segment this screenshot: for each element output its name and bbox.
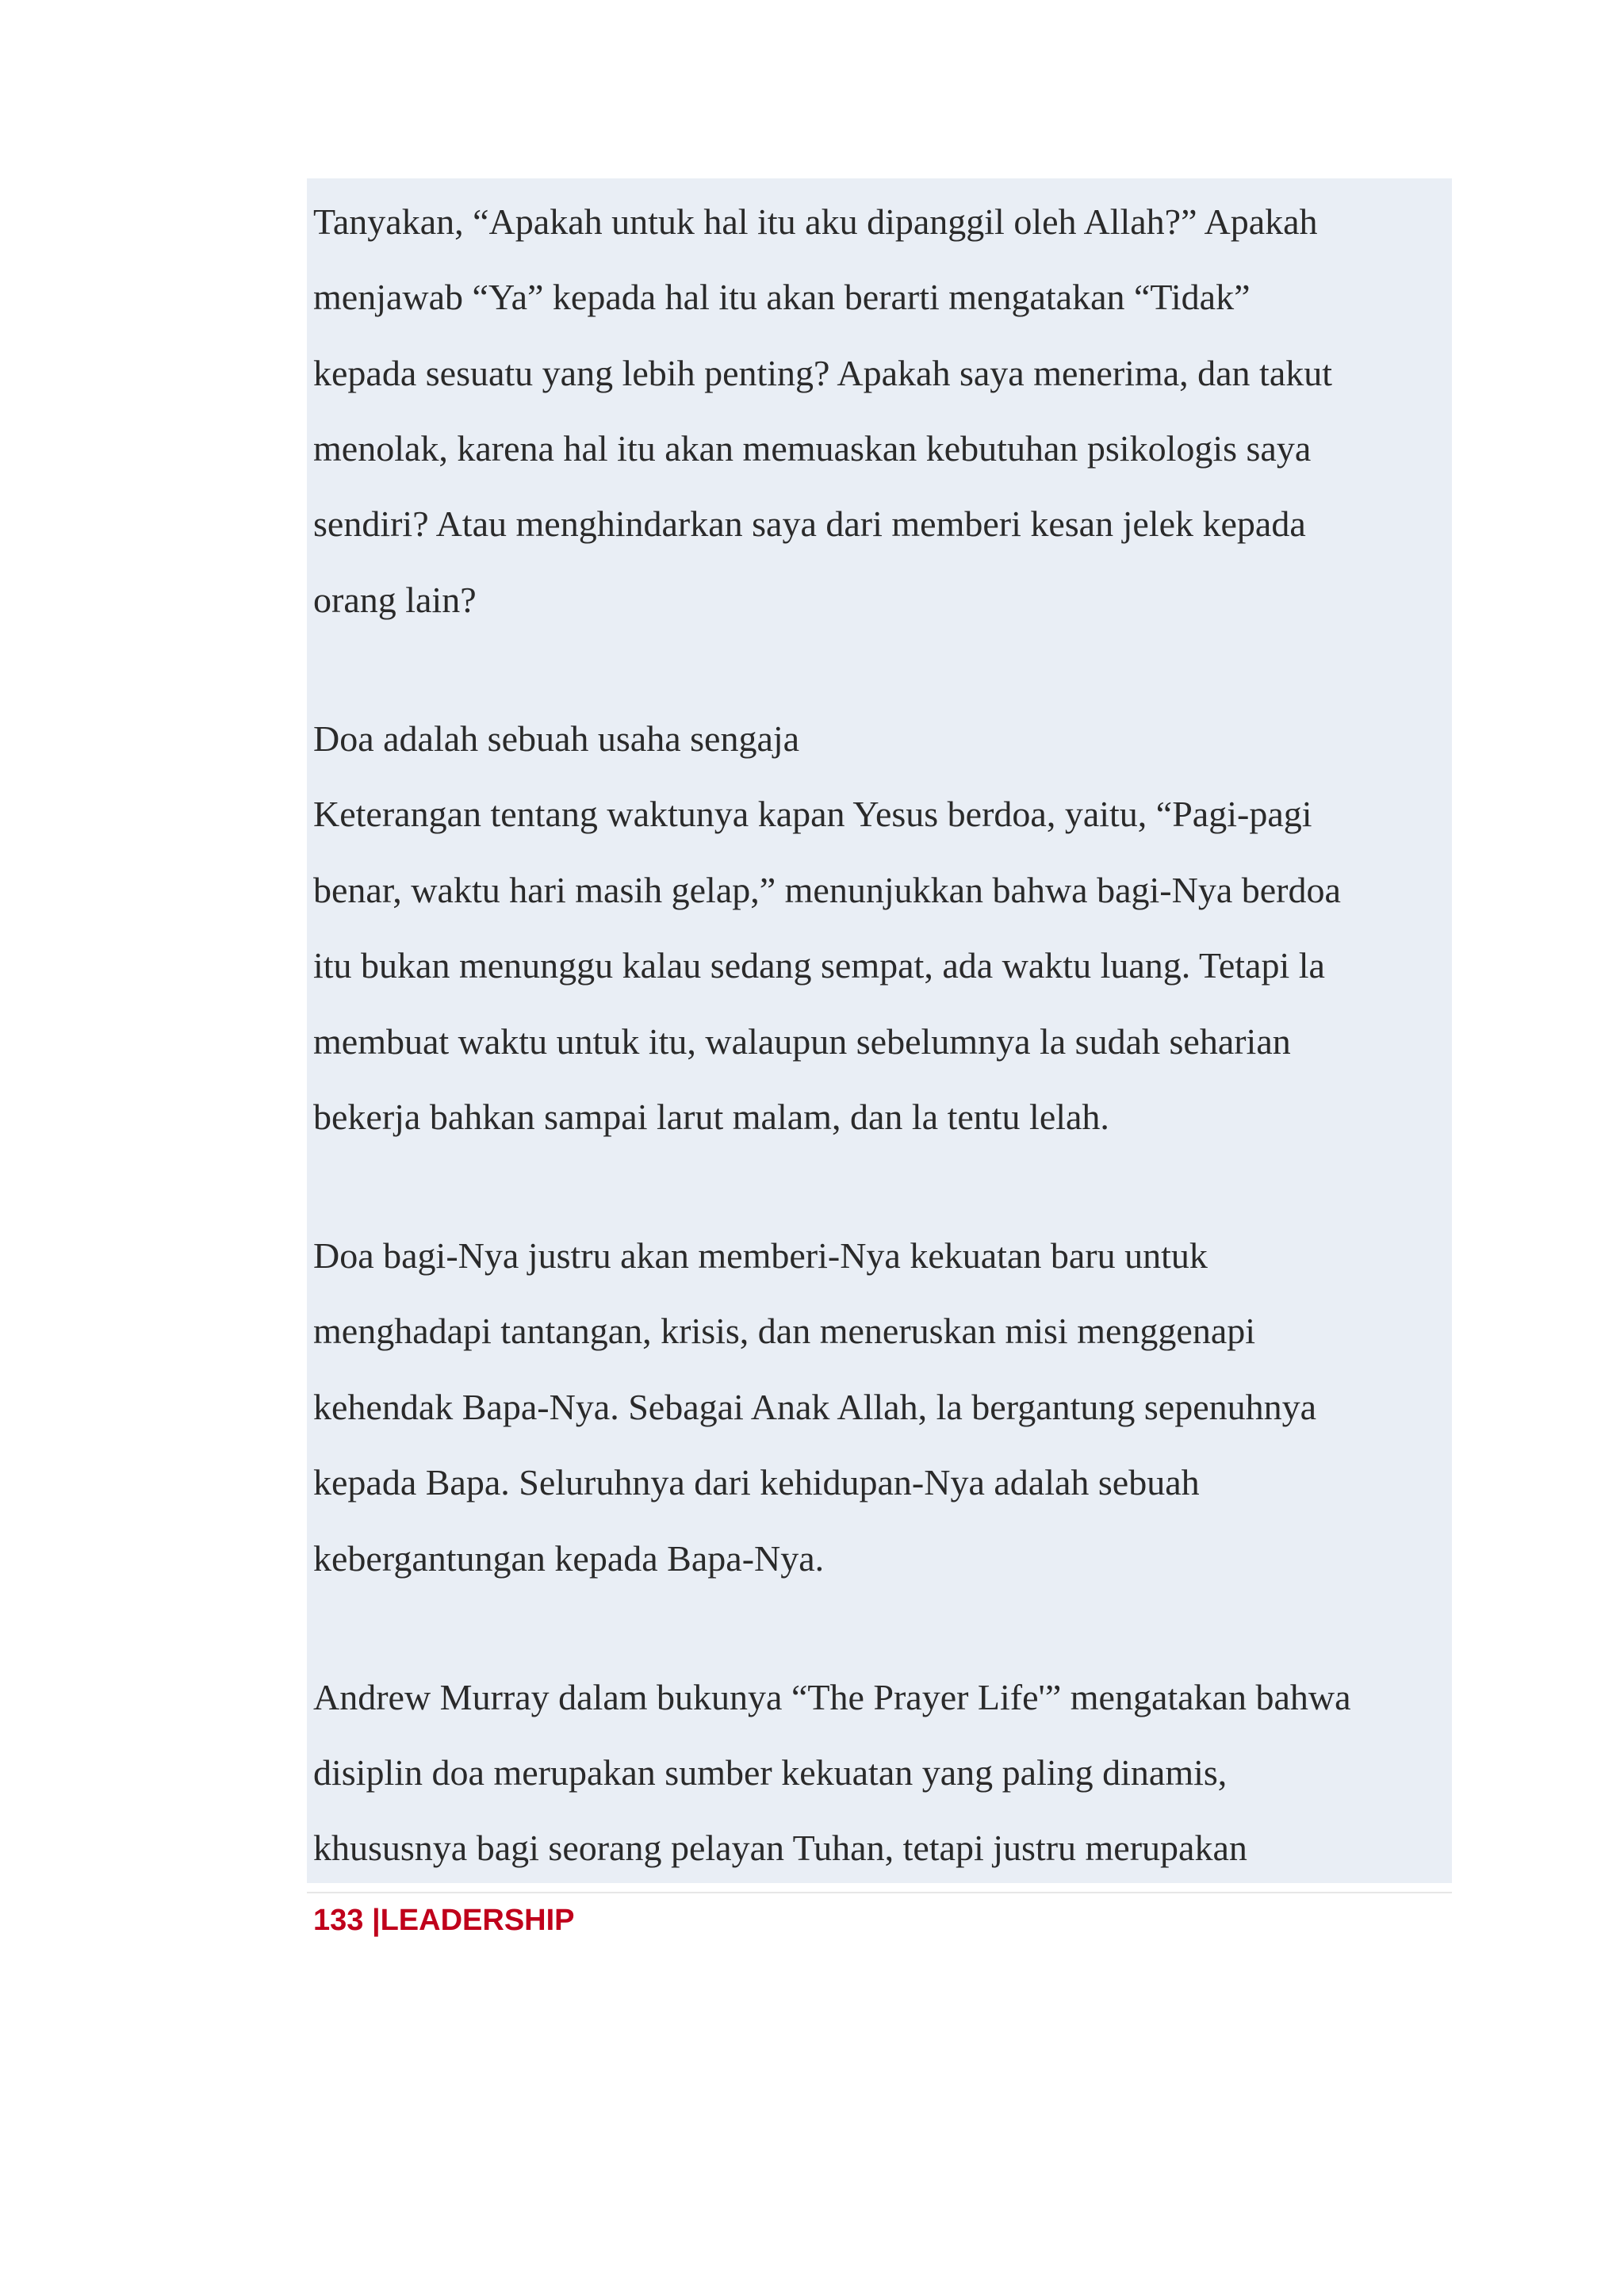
text-line: kepada sesuatu yang lebih penting? Apakah saya menerima, dan takut <box>313 353 1333 393</box>
footer-divider <box>307 1892 1452 1893</box>
text-line: bekerja bahkan sampai larut malam, dan la tentu lelah. <box>313 1097 1109 1137</box>
text-line: menghadapi tantangan, krisis, dan meneruskan misi menggenapi <box>313 1311 1256 1351</box>
text-line: menolak, karena hal itu akan memuaskan kebutuhan psikologis saya <box>313 428 1312 469</box>
text-line: sendiri? Atau menghindarkan saya dari memberi kesan jelek kepada <box>313 503 1306 544</box>
text-line: disiplin doa merupakan sumber kekuatan yang paling dinamis, <box>313 1752 1228 1793</box>
text-line: Andrew Murray dalam bukunya “The Prayer Life'” mengatakan bahwa <box>313 1677 1351 1717</box>
text-line: Tanyakan, “Apakah untuk hal itu aku dipanggil oleh Allah?” Apakah <box>313 201 1318 242</box>
text-line: Doa bagi-Nya justru akan memberi-Nya kekuatan baru untuk <box>313 1235 1208 1276</box>
text-line: membuat waktu untuk itu, walaupun sebelumnya la sudah seharian <box>313 1021 1291 1062</box>
text-line: orang lain? <box>313 580 477 620</box>
text-line: itu bukan menunggu kalau sedang sempat, ada waktu luang. Tetapi la <box>313 945 1325 986</box>
text-line: Keterangan tentang waktunya kapan Yesus berdoa, yaitu, “Pagi-pagi <box>313 794 1312 834</box>
text-line: kepada Bapa. Seluruhnya dari kehidupan-Nya adalah sebuah <box>313 1462 1200 1503</box>
section-heading: Doa adalah sebuah usaha sengaja <box>313 718 800 759</box>
text-line: benar, waktu hari masih gelap,” menunjukkan bahwa bagi-Nya berdoa <box>313 870 1341 910</box>
text-line: khususnya bagi seorang pelayan Tuhan, tetapi justru merupakan <box>313 1828 1247 1868</box>
text-line: kebergantungan kepada Bapa-Nya. <box>313 1538 825 1579</box>
text-line: kehendak Bapa-Nya. Sebagai Anak Allah, la bergantung sepenuhnya <box>313 1387 1317 1427</box>
page-footer: 133 |LEADERSHIP <box>313 1904 575 1937</box>
text-line: menjawab “Ya” kepada hal itu akan berarti mengatakan “Tidak” <box>313 277 1251 317</box>
